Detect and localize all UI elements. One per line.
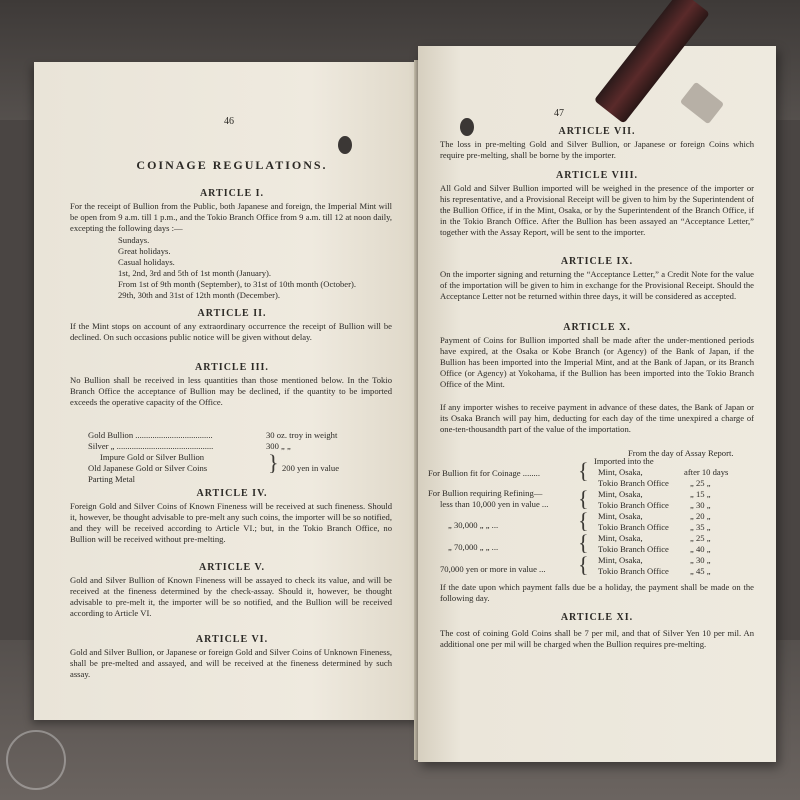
- table-row-label: 70,000 yen or more in value ...: [440, 564, 546, 574]
- table-row-days: „ 30 „: [690, 500, 711, 510]
- table-row: Silver „ .............................................: [88, 441, 214, 451]
- table-row-place: Tokio Branch Office: [598, 478, 669, 488]
- list-item: 1st, 2nd, 3rd and 5th of 1st month (January).: [118, 268, 271, 278]
- brace-glyph: {: [578, 458, 589, 483]
- table-row-label: less than 10,000 yen in value ...: [440, 499, 549, 509]
- binding-hole: [338, 136, 352, 154]
- article-2-text: If the Mint stops on account of any extraordinary occurrence the receipt of Bullion will be declined. On such occasions public notice will be given without delay.: [70, 321, 392, 342]
- page-number-47: 47: [554, 108, 564, 119]
- table-cell: 300 „ „: [266, 441, 291, 451]
- article-8-heading: ARTICLE VIII.: [556, 170, 638, 181]
- article-2-heading: ARTICLE II.: [197, 308, 267, 319]
- table-row: Gold Bullion ....................................: [88, 430, 213, 440]
- list-item: From 1st of 9th month (September), to 31st of 10th month (October).: [118, 279, 356, 289]
- table-row-place: Mint, Osaka,: [598, 555, 643, 565]
- table-row-label: „ 30,000 „ „ ...: [448, 520, 499, 530]
- table-row-label: For Bullion requiring Refining—: [428, 488, 543, 498]
- table-row-days: „ 15 „: [690, 489, 711, 499]
- article-9-text: On the importer signing and returning the “Acceptance Letter,” a Credit Note for the value of the importation will be given to him in exchange for the Provisional Receipt. Should the Acceptance Letter not be returned within three days, it will be considered as accepted.: [440, 269, 754, 301]
- list-item: 29th, 30th and 31st of 12th month (December).: [118, 290, 281, 300]
- watermark-logo: [6, 730, 66, 790]
- table-cell: 200 yen in value: [282, 463, 340, 473]
- document-title: COINAGE REGULATIONS.: [136, 158, 328, 172]
- article-10-advance-text: If any importer wishes to receive payment in advance of these dates, the Bank of Japan or its Osaka Branch will pay him, deducting for each day of the time unexpired a charge of one-ten-thousandth part of the value of the importation.: [440, 402, 754, 434]
- table-caption: From the day of Assay Report.: [628, 448, 734, 458]
- article-10-text: Payment of Coins for Bullion imported shall be made after the under-mentioned periods have expired, at the Osaka or Kobe Branch (or Agency) of the Bank of Japan, if the Bullion has been imported into the Imperial Mint, and at the Bank of Japan, or its Branch Office (or Agency) at Yokohama, if the Bullion has been imported into the Tokio Branch Office of the Mint.: [440, 335, 754, 389]
- article-7-text: The loss in pre-melting Gold and Silver Bullion, or Japanese or foreign Coins which require pre-melting, shall be borne by the importer.: [440, 139, 754, 160]
- article-11-heading: ARTICLE XI.: [560, 612, 634, 623]
- table-row-place: Tokio Branch Office: [598, 544, 669, 554]
- article-5-heading: ARTICLE V.: [199, 562, 265, 573]
- article-1-text: For the receipt of Bullion from the Public, both Japanese and foreign, the Imperial Mint will be open from 9 a.m. till 1 p.m., and the Tokio Branch Office from 9 a.m. till 12 at noon daily, excepting the following days :—: [70, 201, 392, 233]
- table-row-place: Tokio Branch Office: [598, 566, 669, 576]
- table-row-days: „ 25 „: [690, 533, 711, 543]
- brace-glyph: {: [578, 530, 589, 555]
- table-row-place: Mint, Osaka,: [598, 511, 643, 521]
- list-item: Casual holidays.: [118, 257, 175, 267]
- article-4-text: Foreign Gold and Silver Coins of Known Fineness will be received at such fineness. Should it, however, be thought advisable to pre-melt any such coins, the importer will be so notified, and they will be received according to Article VI.; but, in the Tokio Branch Office, no Bullion will be received without pre-melting.: [70, 501, 392, 544]
- article-6-text: Gold and Silver Bullion, or Japanese or foreign Gold and Silver Coins of Unknown Fineness, shall be pre-melted and assayed, and will be received at the fineness determined by such assay.: [70, 647, 392, 679]
- table-row: Old Japanese Gold or Silver Coins: [88, 463, 208, 473]
- article-1-heading: ARTICLE I.: [199, 188, 265, 199]
- table-row-days: „ 40 „: [690, 544, 711, 554]
- holiday-list: [118, 235, 398, 301]
- article-3-heading: ARTICLE III.: [195, 362, 269, 373]
- table-row: Parting Metal: [88, 474, 136, 484]
- article-3-text: No Bullion shall be received in less quantities than those mentioned below. In the Tokio Branch Office the acceptance of Bullion may be declined, if the quantity to be imported exceeds the operative capacity of the Office.: [70, 375, 392, 407]
- article-10-heading: ARTICLE X.: [563, 322, 631, 333]
- table-row-place: Imported into the: [594, 456, 654, 466]
- left-page: [34, 62, 430, 720]
- brace-glyph: {: [578, 508, 589, 533]
- table-row-place: Tokio Branch Office: [598, 500, 669, 510]
- article-7-heading: ARTICLE VII.: [558, 126, 636, 137]
- table-cell: 30 oz. troy in weight: [266, 430, 338, 440]
- table-row-days: „ 45 „: [690, 566, 711, 576]
- table-row-label: For Bullion fit for Coinage ........: [428, 468, 540, 478]
- table-row-place: Tokio Branch Office: [598, 522, 669, 532]
- article-10-holiday-text: If the date upon which payment falls due be a holiday, the payment shall be made on the following day.: [440, 582, 754, 603]
- list-item: Sundays.: [118, 235, 150, 245]
- table-row-place: Mint, Osaka,: [598, 467, 643, 477]
- table-row-place: Mint, Osaka,: [598, 533, 643, 543]
- article-8-text: All Gold and Silver Bullion imported will be weighed in the presence of the importer or his representative, and a Provisional Receipt will be given to him by the Superintendent of the Bullion Office, if in the Mint, Osaka, or by the Superintendent of the Branch Office, if in the Tokio Branch Office. After the Bullion has been assayed an “Acceptance Letter,” together with the Assay Report, will be sent to the importer.: [440, 183, 754, 237]
- brace-glyph: {: [578, 486, 589, 511]
- brace-glyph: }: [268, 450, 279, 475]
- article-9-heading: ARTICLE IX.: [560, 256, 634, 267]
- article-5-text: Gold and Silver Bullion of Known Fineness will be assayed to check its value, and will be received at the fineness determined by the check-assay. Should it, however, be thought advisable to pre-melt it, the importer will be so notified, and the Bullion will be received according to Article VI.: [70, 575, 392, 618]
- article-4-heading: ARTICLE IV.: [196, 488, 268, 499]
- table-row-days: „ 35 „: [690, 522, 711, 532]
- table-row-days: „ 30 „: [690, 555, 711, 565]
- table-row-place: Mint, Osaka,: [598, 489, 643, 499]
- brace-glyph: {: [578, 552, 589, 577]
- table-row-days: „ 20 „: [690, 511, 711, 521]
- list-item: Great holidays.: [118, 246, 171, 256]
- table-row-label: „ 70,000 „ „ ...: [448, 542, 499, 552]
- article-11-text: The cost of coining Gold Coins shall be 7 per mil, and that of Silver Yen 10 per mil. An additional one per mil will be charged when the Bullion requires pre-melting.: [440, 628, 754, 649]
- table-row-days: „ 25 „: [690, 478, 711, 488]
- right-page: [418, 46, 776, 762]
- article-6-heading: ARTICLE VI.: [195, 634, 269, 645]
- table-row-days: after 10 days: [684, 467, 729, 477]
- table-row: Impure Gold or Silver Bullion: [100, 452, 205, 462]
- page-number-46: 46: [224, 116, 234, 127]
